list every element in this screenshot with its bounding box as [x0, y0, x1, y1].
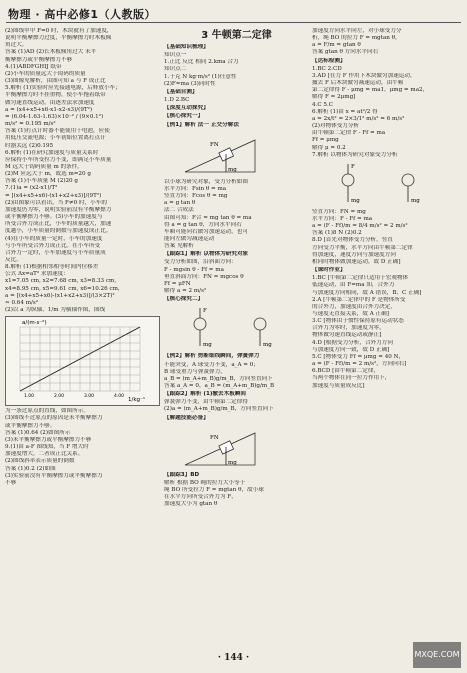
page-header: 物理 · 高中必修1（人教版）	[8, 8, 156, 21]
text-line: 5.解析 (1)实验时应先接通电源，后释放小车；	[5, 85, 121, 92]
svg-text:mg: mg	[263, 342, 272, 349]
text-line: 在水平方向所受合外力为 F，	[164, 494, 237, 501]
text-line: a = F/m = gtan θ	[312, 42, 361, 49]
text-line: 知识点一	[164, 52, 187, 59]
middle-column	[164, 28, 309, 650]
text-line: 用低压交流电源；小车初始位置离打点计	[5, 135, 106, 142]
text-line: 答案 (1)8 N (2)0.2	[312, 230, 362, 237]
text-line: 9.(1)由 a-F 图线知，当 F 增大时	[5, 444, 89, 451]
text-line: a = [(x4+x5+x6)-(x1+x2+x3)]/(3×2T)²	[5, 292, 115, 299]
text-line: (2)F=ma (3)同时性	[164, 80, 216, 87]
text-line: a = g tan θ	[164, 200, 196, 207]
text-line: 8.解析 (1)根据相邻相等时间内位移差	[5, 264, 99, 271]
text-line: x1=7.05 cm, x2=7.68 cm, x3=8.33 cm,	[5, 278, 117, 285]
incline-force-diagram	[164, 131, 309, 177]
text-line: (3)未平衡摩擦力或平衡摩擦力不够	[5, 436, 92, 443]
text-line: 4.C 5.C	[312, 101, 334, 108]
text-line: 4.D [根据受力分析，合外力方向	[312, 339, 393, 346]
svg-text:F: F	[351, 163, 355, 170]
text-line: 【深度互动探究】	[164, 105, 209, 112]
text-line: (2)图线斜率表示质量的倒数	[5, 458, 75, 465]
text-line: 1.D 2.BC	[164, 97, 190, 104]
text-line: 【例1】解析 法一 正交分解法	[164, 121, 239, 128]
text-line: 加速度增大，二者成正比关系。	[5, 451, 84, 458]
text-line: 衡摩擦力或平衡摩擦力不够	[5, 56, 73, 63]
text-line: a = 2x/t² = 2×3/1² m/s² = 6 m/s²	[312, 115, 405, 122]
text-line: (2)M 应远大于 m，故选 m=20 g	[5, 171, 91, 178]
text-line: 度越小，小车质量的倒数与加速度成正比。	[5, 228, 112, 235]
text-line: 当两个物体在同一拉力作用下，	[312, 375, 391, 382]
text-line: 加速度仍为零，说明实验前没有平衡摩擦力	[5, 206, 112, 213]
text-line: 以小球为研究对象，受力分析如图	[164, 178, 248, 185]
text-line: 合外力一定时，小车加速度与小车质量成	[5, 249, 106, 256]
left-column	[5, 28, 160, 650]
text-line: (2)小车的质量远大于钩码的质量	[5, 70, 86, 77]
text-line: x4=8.95 cm, x5=9.61 cm, x6=10.26 cm，	[5, 285, 124, 292]
svg-text:mg: mg	[228, 166, 237, 173]
text-line: 得 a = g tan θ，方向水平向右	[164, 221, 242, 228]
text-line: 公式 Δx=aT² 求加速度：	[5, 271, 69, 278]
text-line: a_B = (m_A+m_B)g/m_B，方向竖直向下	[164, 375, 273, 382]
svg-text:FN: FN	[210, 434, 219, 441]
graph-xtick: 2.00	[54, 394, 65, 400]
section-title: 3 牛顿第二定律	[201, 30, 272, 41]
text-line: 【解题技能必备】	[164, 414, 209, 421]
text-line: 加速度与质量成反比]	[312, 382, 365, 389]
graph-xtick: 3.00	[84, 394, 95, 400]
text-line: 4.(1)ABDFGHIJ 纸带	[5, 63, 62, 70]
text-line: = (6.04-1.63-1.63)×10⁻² / (9×0.1²)	[5, 113, 104, 120]
text-line: 合外力为零时，加速度为零，	[312, 325, 385, 332]
text-line: 【跟踪2】解析 (1)撤去木板瞬间	[164, 391, 246, 398]
text-line: 与速度无直接关系，故 A 正确]	[312, 311, 389, 317]
text-line: 所受合外力成正比，小车的质量越大，加速	[5, 221, 112, 228]
text-line: 1.千克 N kg·m/s² (1)任意性	[164, 73, 237, 80]
text-line: 由图可知：F合 = mg tan θ = ma	[164, 214, 252, 221]
text-line: a = (x4+x5+x6-x1-x2-x3)/(9T²)	[5, 106, 93, 113]
header-rule	[6, 22, 461, 23]
graph-xlabel: 1/kg⁻¹	[128, 397, 146, 404]
text-line: (2)以 a 为纵轴、1/m 为横轴作图，图线	[5, 307, 106, 314]
svg-text:mg: mg	[411, 197, 420, 204]
text-line: a = (F - Ff)/m = 2 m/s²，方向向右]	[312, 361, 407, 368]
graph-xtick: 1.00	[24, 394, 35, 400]
text-line: 知识点二	[164, 66, 187, 73]
text-line: 【核心探究二】	[164, 296, 204, 303]
text-line: 得加速度，速度方向与加速度方向	[312, 251, 396, 258]
text-line: 撤去 F 后木块做匀减速运动，由牛顿	[312, 80, 404, 87]
text-line: 【达标检测】	[312, 57, 346, 64]
text-line: 绳 BO 所受拉力 F = mgtan θ，故小球	[164, 487, 264, 494]
watermark-logo: MXQE.COM	[413, 642, 461, 668]
text-line: 车厢可能向右做匀加速运动，也可	[164, 228, 248, 235]
text-line: (3)图像见解析，由图可知 a 与 F 成正比	[5, 78, 106, 85]
text-line: ≈ 0.64 m/s²	[5, 299, 38, 306]
text-line: 7.(1)a = (x2-x1)/T²	[5, 185, 58, 192]
text-line: 5.C [物体受力 Ff = μmg = 40 N，	[312, 353, 405, 360]
spheres-force-diagram	[164, 305, 309, 351]
text-line: 6.解析 (1)由 x = at²/2 得	[312, 108, 378, 115]
text-line: 弹簧弹力不变，由牛顿第二定律得	[164, 399, 248, 406]
text-line: (2)由图象可以看出，当 F≠0 时，小车的	[5, 199, 107, 206]
text-line: 答案 (1)0.2 (2)如图	[5, 465, 56, 472]
incline-force-diagram	[164, 424, 309, 470]
text-line: 2.A [牛顿第二定律中的 F 是物体所受	[312, 296, 406, 303]
text-line: 加速度方向水平向左，对小球受力分	[312, 28, 402, 34]
text-line: 为一条过原点的直线，如图所示。	[5, 408, 89, 415]
text-line: 相同时物体做加速运动，故 D 正确]	[312, 258, 401, 265]
text-line: 【课时作业】	[312, 267, 346, 274]
text-line: 物体做匀速直线运动或静止]	[312, 332, 382, 339]
text-line: (2)a = (m_A+m_B)g/m_B，方向竖直向下	[164, 406, 274, 413]
svg-text:mg: mg	[351, 197, 360, 204]
text-line: 1.正比 反比 相同 2.kma 合力	[164, 59, 239, 66]
text-line: 方向受力平衡，水平方向由牛顿第二定律	[312, 244, 413, 251]
text-line: 6.BCD [由牛顿第二定律，	[312, 368, 380, 375]
spheres-force-diagram	[312, 161, 462, 207]
text-line: 由牛顿第二定律 F - Ff = ma	[312, 130, 386, 137]
page-number: · 144 ·	[217, 653, 250, 663]
text-line: 竖直方向：Fcos θ = mg	[164, 193, 228, 200]
text-line: 解得 F = 2μmg]	[312, 94, 356, 101]
text-line: 【核心探究一】	[164, 113, 204, 120]
text-line: 应保持小车所受拉力不变，即满足小车质量	[5, 156, 112, 163]
text-line: = [(x4+x5+x6)-(x1+x2+x3)]/(9T²)	[5, 192, 102, 199]
text-line: 3.C [物体由于惯性保持原有运动状态	[312, 318, 404, 325]
text-line: 1.BC [牛顿第二定律只适用于宏观物体	[312, 275, 409, 282]
text-line: 【基础自测】	[164, 88, 198, 95]
text-line: a = (F - Ff)/m = 8/4 m/s² = 2 m/s²	[312, 223, 408, 230]
text-line: 与加速度方向一致，故 D 正确]	[312, 346, 390, 353]
text-line: F - mgsin θ - Ff = ma	[164, 266, 224, 273]
text-line: 的合外力，加速度由合外力决定，	[312, 303, 396, 310]
text-line: 1.BC 2.CD	[312, 65, 342, 72]
text-line: 答案 a_A = 0，a_B = (m_A+m_B)g/m_B	[164, 383, 275, 389]
text-line: 水平方向：Fsin θ = ma	[164, 185, 227, 192]
text-line: 受力分析如图，沿斜面方向：	[164, 259, 237, 266]
text-line: 低速运动，由 F=ma 知，合外力	[312, 282, 395, 289]
text-line: 竖直方向：FN = mg	[312, 208, 366, 215]
text-line: 与加速度方向相同，故 A 错误，B、C 正确]	[312, 289, 422, 296]
text-line: 答案 gtan θ 方向水平向右	[312, 49, 379, 56]
text-line: 不能突变，A 球受力不变，a_A = 0；	[164, 361, 259, 368]
right-column	[312, 28, 462, 650]
text-line: 做匀速直线运动。由逐差法求加速度	[5, 99, 95, 106]
text-line: 【跟踪1】解析 以物体为研究对象	[164, 251, 249, 258]
text-line: M 远大于钩码质量 m 的条件。	[5, 163, 83, 170]
text-line: 水平方向：F - Ff = ma	[312, 215, 373, 222]
graph-ylabel: a/(m·s⁻²)	[22, 320, 47, 327]
text-line: 能向左做匀减速运动	[164, 235, 215, 242]
text-line: 答案 (1)AD (2)长木板倾角过大 未平	[5, 49, 97, 56]
text-line: (2)图线甲中 F=0 时，木块就有了加速度，	[5, 28, 113, 34]
text-line: 答案 (1)打点计时器不能使用干电池，应使	[5, 128, 110, 135]
svg-text:FN: FN	[210, 141, 219, 148]
text-line: 7.解析 以物体为研究对象受力分析	[312, 151, 398, 158]
text-line: 说明平衡摩擦力过度，平衡摩擦力时木板倾	[5, 35, 112, 42]
text-line: 不够	[5, 479, 17, 486]
text-line: (4)在小车的质量一定时，小车的加速度	[5, 235, 103, 242]
svg-text:mg: mg	[228, 459, 237, 466]
text-line: 解得 a = 2 m/s²	[164, 288, 207, 295]
text-line: 3.AD [在力 F 作用下木块做匀加速运动，	[312, 72, 416, 79]
text-line: 加速度大小为 gtan θ	[164, 501, 218, 508]
text-line: 第二定律得 F - μmg = ma1，μmg = ma2，	[312, 87, 429, 94]
text-line: 解析 根据 BO 绳的拉力大小等于	[164, 479, 246, 486]
text-line: 8.D [首先对物体受力分析，竖直	[312, 237, 393, 244]
text-line: (3)实验前没有平衡摩擦力或平衡摩擦力	[5, 472, 103, 479]
text-line: Ff = μmg	[312, 137, 339, 144]
text-line: 答案 (1)0.64 (2)如图所示	[5, 429, 71, 436]
text-line: 或平衡摩擦力不够。	[5, 422, 56, 429]
text-line: Ff = μFN	[164, 280, 191, 287]
text-line: 解得 μ = 0.2	[312, 144, 346, 151]
graph-xtick: 4.00	[114, 394, 125, 400]
text-line: 时器太远 (2)0.195	[5, 142, 54, 149]
svg-text:F: F	[203, 308, 207, 315]
text-line: (2)对物体受力分析	[312, 123, 360, 130]
text-line: (3)图线不过原点的原因是未平衡摩擦力	[5, 415, 103, 422]
text-line: 法二 合成法	[164, 207, 194, 214]
text-line: 与小车所受合外力成正比。在小车所受	[5, 242, 101, 249]
text-line: 角过大。	[5, 42, 28, 49]
a-vs-inverse-mass-graph	[5, 316, 160, 406]
text-line: 或平衡摩擦力不够。(3)小车的加速度与	[5, 214, 103, 221]
text-line: 答案 见解析	[164, 243, 194, 250]
text-line: 6.解析 (1)在研究加速度与质量关系时	[5, 149, 99, 156]
text-line: B 球受重力与弹簧弹力，	[164, 368, 226, 375]
text-line: 答案 (1)小车质量 M (2)20 g	[5, 178, 78, 185]
text-line: 【基础知识梳理】	[164, 44, 209, 50]
text-line: 【跟踪3】BD	[164, 471, 200, 478]
text-line: 析，绳 BO 的拉力 F = mgtan θ，	[312, 35, 401, 42]
text-line: 【例2】解析 剪断细线瞬间，弹簧弹力	[164, 353, 260, 360]
text-line: 反比。	[5, 257, 22, 263]
text-line: m/s² = 0.195 m/s²	[5, 121, 56, 128]
text-line: 垂直斜面方向：FN = mgcos θ	[164, 273, 244, 280]
text-line: 平衡摩擦力时不挂重物，使小车拖着纸带	[5, 92, 106, 99]
svg-text:mg: mg	[203, 342, 212, 349]
